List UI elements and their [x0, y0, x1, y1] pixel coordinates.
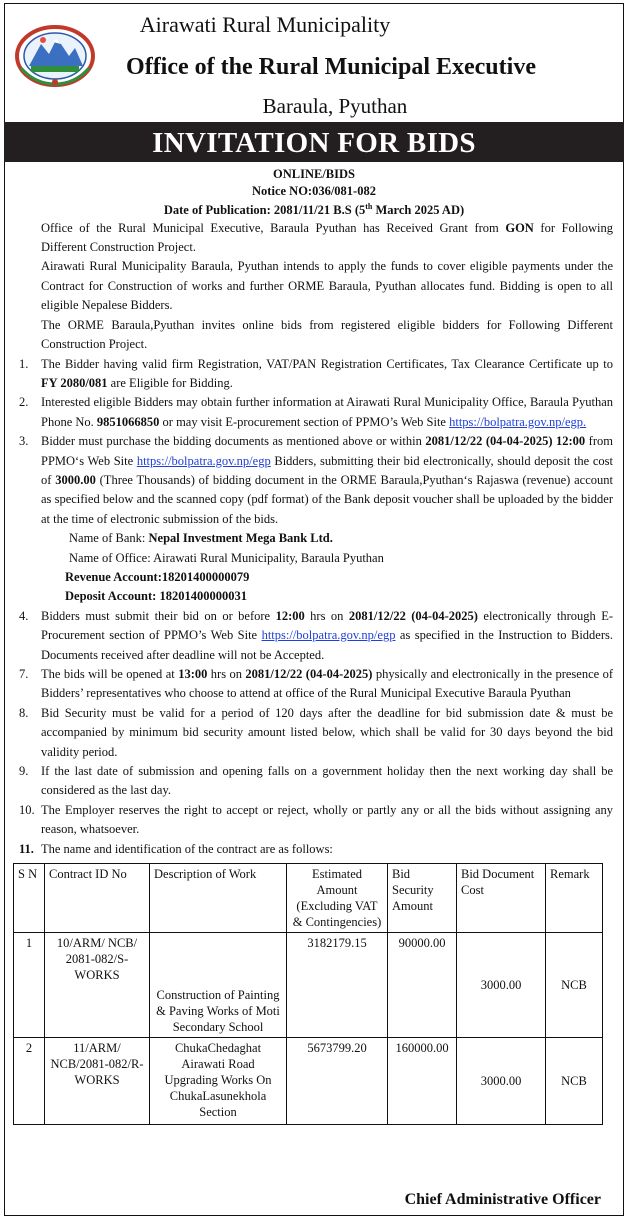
cell-description: ChukaChedaghat Airawati Road Upgrading Works On ChukaLasunekhola Section	[150, 1038, 287, 1125]
clause-11: 11. The name and identification of the contract are as follows:	[19, 841, 333, 856]
office-account-name: Name of Office: Airawati Rural Municipality, Baraula Pyuthan	[69, 550, 384, 565]
cell-bid-security: 160000.00	[388, 1038, 457, 1125]
cell-document-cost: 3000.00	[457, 933, 546, 1038]
publication-date: Date of Publication: 2081/11/21 B.S (5th March 2025 AD)	[163, 202, 465, 218]
notice-number: Notice NO:036/081-082	[252, 183, 376, 198]
notice-title: INVITATION FOR BIDS	[4, 122, 624, 162]
col-bid-security: Bid Security Amount	[388, 864, 457, 933]
deposit-account: Deposit Account: 18201400000031	[65, 589, 247, 604]
clause-9: 9. If the last date of submission and opening falls on a government holiday then the next working day shall be considered as the last day.	[19, 764, 613, 798]
col-contract-id: Contract ID No	[45, 864, 150, 933]
municipality-emblem-icon	[13, 22, 97, 88]
office-location: Baraula, Pyuthan	[262, 94, 408, 118]
clause-2: 2. Interested eligible Bidders may obtain further information at Airawati Rural Municipality Office, Baraula Pyuthan Phone No. 9851066850 or may visit E-procurement section of PPMO’s Web Site https://bolpatra.gov.np/egp.	[19, 395, 613, 429]
ppmo-link[interactable]: https://bolpatra.gov.np/egp.	[449, 414, 587, 429]
table-header-row	[14, 864, 603, 933]
cell-estimated-amount: 5673799.20	[287, 1038, 388, 1125]
cell-estimated-amount: 3182179.15	[287, 933, 388, 1038]
cell-sn: 1	[14, 933, 45, 1038]
letterhead	[5, 4, 623, 122]
table-row	[14, 933, 603, 1038]
clause-4: 4. Bidders must submit their bid on or before 12:00 hrs on 2081/12/22 (04-04-2025) electronically through E-Procurement section of PPMO’s Web Site https://bolpatra.gov.np/egp as specified in the Instruction to Bidders. Documents received after deadline will not be Accepted.	[19, 608, 613, 662]
clause-3: 3. Bidder must purchase the bidding documents as mentioned above or within 2081/12/22 (04-04-2025) 12:00 from PPMO‘s Web Site https://bolpatra.gov.np/egp Bidders, submitting their bid electronically, should deposit the cost of 3000.00 (Three Thousands) of bidding document in the ORME Baraula,Pyuthan‘s Rajaswa (revenue) account as specified below and the scanned copy (pdf format) of the Bank deposit voucher shall be uploaded by the bidder at the time of electronic submission of the bids.	[19, 434, 614, 526]
cell-description: Construction of Painting & Paving Works of Moti Secondary School	[150, 933, 287, 1038]
municipality-name: Airawati Rural Municipality	[139, 12, 391, 37]
signature-title: Chief Administrative Officer	[404, 1191, 601, 1208]
online-bids-label: ONLINE/BIDS	[273, 167, 355, 181]
cell-remark: NCB	[546, 1038, 603, 1125]
col-estimated-amount: Estimated Amount (Excluding VAT & Contingencies)	[287, 864, 388, 933]
col-sn: S N	[14, 864, 45, 933]
revenue-account: Revenue Account:18201400000079	[65, 569, 250, 584]
col-document-cost: Bid Document Cost	[457, 864, 546, 933]
ppmo-link[interactable]: https://bolpatra.gov.np/egp	[261, 628, 396, 643]
clause-1: 1. The Bidder having valid firm Registration, VAT/PAN Registration Certificates, Tax Clearance Certificate up to FY 2080/081 are Eligible for Bidding.	[19, 356, 613, 390]
cell-bid-security: 90000.00	[388, 933, 457, 1038]
cell-document-cost: 3000.00	[457, 1038, 546, 1125]
bank-name: Name of Bank: Nepal Investment Mega Bank Ltd.	[69, 531, 333, 546]
intro-paragraph-2: Airawati Rural Municipality Baraula, Pyuthan intends to apply the funds to cover eligible payments under the Contract for Construction of works and further ORME Baraula, Pyuthan allocates fund. Bidding is open to all eligible Nepalese Bidders.	[41, 259, 613, 313]
cell-remark: NCB	[546, 933, 603, 1038]
col-remark: Remark	[546, 864, 603, 933]
cell-contract-id: 11/ARM/ NCB/2081-082/R-WORKS	[45, 1038, 150, 1125]
notice-body	[5, 219, 623, 859]
contract-table	[13, 863, 603, 1125]
ppmo-link[interactable]: https://bolpatra.gov.np/egp	[136, 453, 271, 468]
table-row	[14, 1038, 603, 1125]
clause-7: 7. The bids will be opened at 13:00 hrs on 2081/12/22 (04-04-2025) physically and electronically in the presence of Bidders’ representatives who choose to attend at office of the Rural Municipal Executive Baraula Pyuthan	[19, 667, 613, 701]
cell-sn: 2	[14, 1038, 45, 1125]
intro-paragraph-1: Office of the Rural Municipal Executive, Baraula Pyuthan has Received Grant from GON for Following Different Construction Project.	[41, 220, 613, 255]
intro-paragraph-3: The ORME Baraula,Pyuthan invites online bids from registered eligible bidders for Following Different Construction Project.	[41, 317, 613, 352]
notice-page	[4, 3, 624, 1216]
clause-8: 8. Bid Security must be valid for a period of 120 days after the deadline for bid submission date & must be accompanied by minimum bid security amount listed below, which shall be valid for 30 days beyond the bid validity period.	[19, 705, 613, 759]
office-name: Office of the Rural Municipal Executive	[126, 54, 536, 80]
cell-contract-id: 10/ARM/ NCB/ 2081-082/S-WORKS	[45, 933, 150, 1038]
col-description: Description of Work	[150, 864, 287, 933]
clause-10: 10. The Employer reserves the right to accept or reject, wholly or partly any or all the bids without assigning any reason, whatsoever.	[19, 802, 613, 837]
